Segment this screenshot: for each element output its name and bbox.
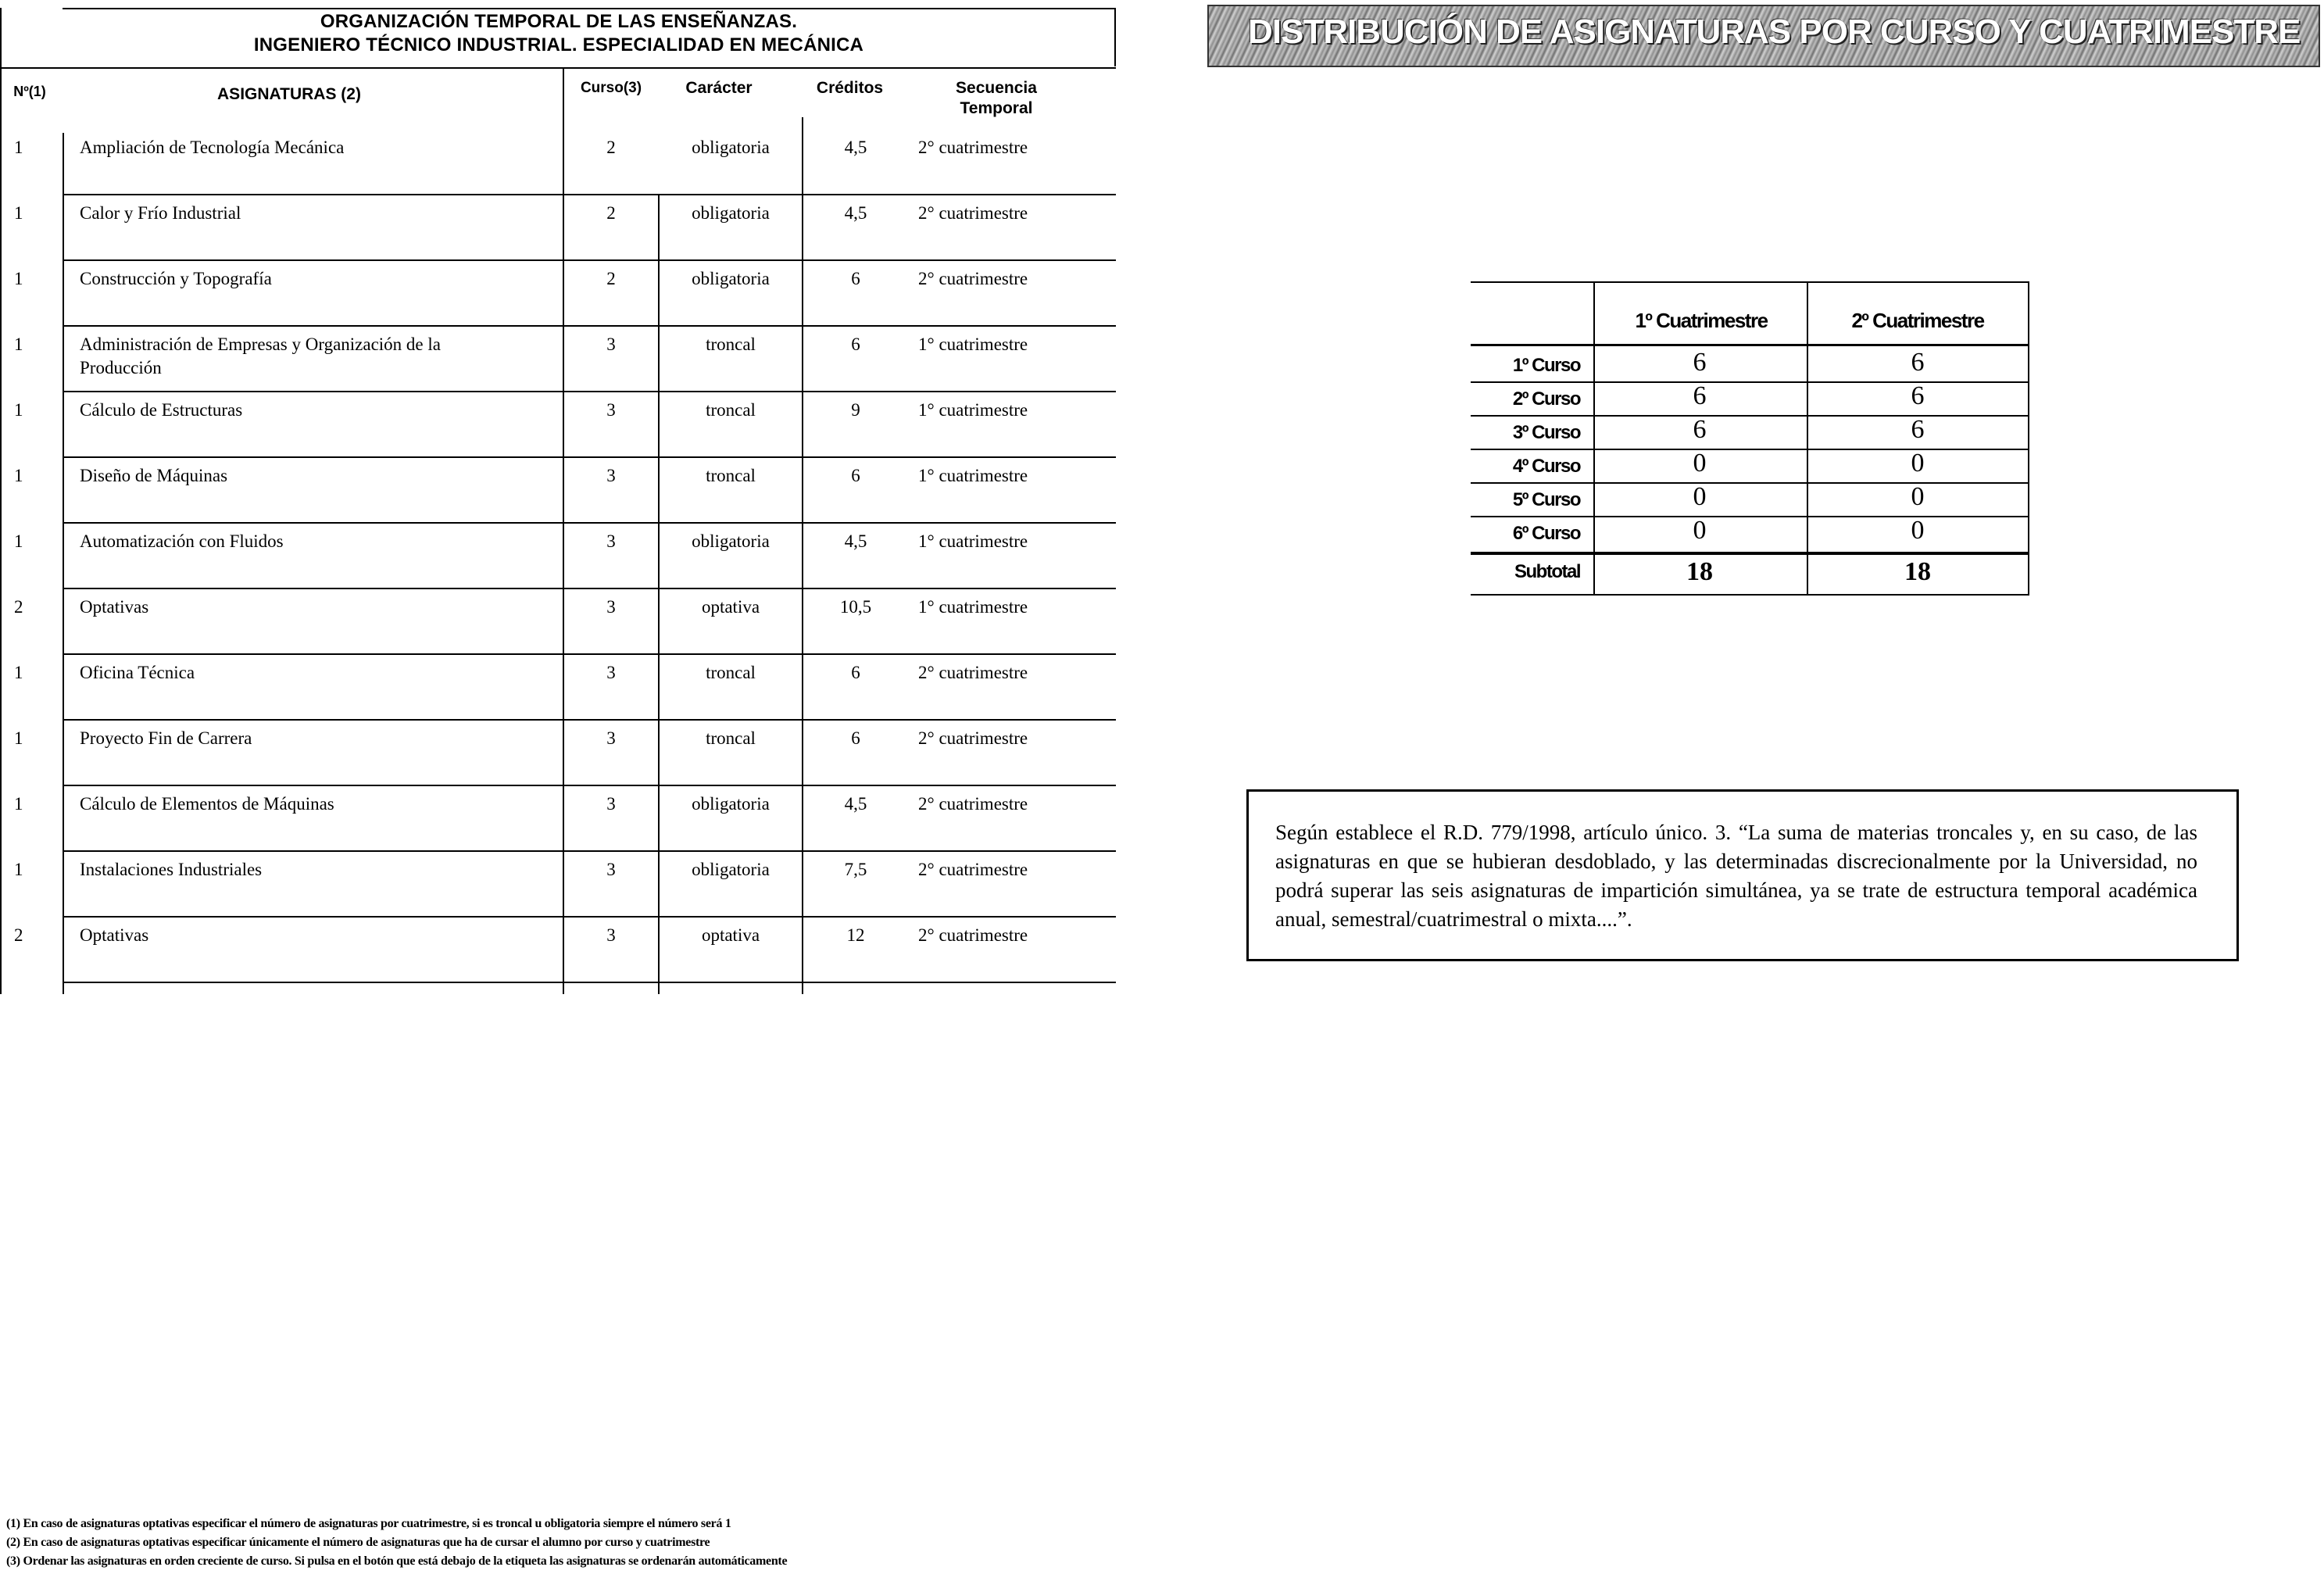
row-curso: 3 (606, 466, 616, 485)
row-creditos: 6 (851, 728, 860, 748)
row-num: 1 (14, 531, 23, 551)
row-secuencia: 2° cuatrimestre (918, 138, 1028, 157)
row-num: 1 (14, 269, 23, 288)
distribution-title: DISTRIBUCIÓN DE ASIGNATURAS POR CURSO Y CUATRIMESTRE (1248, 13, 2301, 51)
row-creditos: 4,5 (844, 138, 867, 157)
table-title-line-2: INGENIERO TÉCNICO INDUSTRIAL. ESPECIALIDAD EN MECÁNICA (253, 34, 864, 55)
sum-header-cuatrimestre-2: 2º Cuatrimestre (1851, 309, 1984, 332)
row-creditos: 7,5 (844, 860, 867, 879)
row-num: 1 (14, 203, 23, 223)
sum-row-label: 6º Curso (1512, 523, 1580, 544)
row-curso: 3 (606, 663, 616, 682)
row-caracter: troncal (706, 466, 756, 485)
row-creditos: 12 (846, 925, 865, 945)
row-curso: 3 (606, 400, 616, 420)
header-curso: Curso(3) (580, 80, 642, 96)
row-num: 1 (14, 663, 23, 682)
header-secuencia: Secuencia Temporal (956, 79, 1037, 117)
sum-value-c2: 6 (1911, 415, 1925, 444)
row-divider (64, 785, 1116, 786)
row-divider (64, 194, 1116, 195)
row-curso: 3 (606, 728, 616, 748)
row-subject-name: Ampliación de Tecnología Mecánica (80, 138, 345, 157)
sum-subtotal-label: Subtotal (1514, 561, 1580, 582)
sum-subtotal-c2: 18 (1904, 557, 1931, 586)
row-divider (64, 391, 1116, 392)
row-caracter: obligatoria (692, 531, 770, 551)
sum-value-c2: 0 (1911, 516, 1925, 545)
row-subject-name: Optativas (80, 597, 149, 617)
row-curso: 2 (606, 138, 616, 157)
row-divider (64, 259, 1116, 261)
row-creditos: 4,5 (844, 203, 867, 223)
row-subject-name: Administración de Empresas y Organización de la Producción (80, 334, 441, 377)
row-secuencia: 2° cuatrimestre (918, 663, 1028, 682)
row-subject-name: Automatización con Fluidos (80, 531, 284, 551)
row-num: 1 (14, 138, 23, 157)
organization-table (0, 0, 1117, 994)
row-creditos: 6 (851, 663, 860, 682)
header-num: Nº(1) (13, 84, 46, 99)
row-curso: 3 (606, 860, 616, 879)
row-curso: 3 (606, 794, 616, 814)
row-secuencia: 1° cuatrimestre (918, 531, 1028, 551)
row-subject-name: Instalaciones Industriales (80, 860, 263, 879)
sum-value-c2: 6 (1911, 348, 1925, 377)
row-creditos: 6 (851, 269, 860, 288)
row-caracter: troncal (706, 663, 756, 682)
row-caracter: troncal (706, 400, 756, 420)
row-creditos: 9 (851, 400, 860, 420)
sum-value-c2: 0 (1911, 449, 1925, 478)
row-num: 1 (14, 334, 23, 354)
sum-value-c1: 0 (1693, 449, 1707, 478)
row-caracter: obligatoria (692, 203, 770, 223)
sum-value-c2: 0 (1911, 482, 1925, 511)
row-divider (64, 456, 1116, 458)
row-num: 1 (14, 728, 23, 748)
row-creditos: 4,5 (844, 794, 867, 814)
row-secuencia: 1° cuatrimestre (918, 466, 1028, 485)
legal-note-box (1246, 789, 2239, 961)
row-curso: 3 (606, 925, 616, 945)
header-caracter: Carácter (685, 79, 753, 97)
row-divider (64, 982, 1116, 983)
sum-row-label: 3º Curso (1512, 422, 1580, 443)
row-num: 1 (14, 400, 23, 420)
footnote-1: (1) En caso de asignaturas optativas especificar el número de asignaturas por cuatrimestre, si es troncal u obligatoria siempre el número será 1 (6, 1517, 731, 1530)
sum-value-c1: 6 (1693, 415, 1707, 444)
row-divider (64, 653, 1116, 655)
row-creditos: 10,5 (839, 597, 872, 617)
row-divider (64, 850, 1116, 852)
sum-value-c2: 6 (1911, 381, 1925, 410)
row-divider (64, 719, 1116, 721)
row-subject-name: Construcción y Topografía (80, 269, 272, 288)
footnote-2: (2) En caso de asignaturas optativas especificar únicamente el número de asignaturas que ha de cursar el alumno por curso y cuatrimestre (6, 1536, 710, 1549)
row-curso: 3 (606, 531, 616, 551)
col-sep-num (63, 133, 64, 994)
row-caracter: troncal (706, 728, 756, 748)
row-secuencia: 2° cuatrimestre (918, 860, 1028, 879)
sum-value-c1: 6 (1693, 348, 1707, 377)
row-curso: 3 (606, 334, 616, 354)
table-border-right (1114, 8, 1116, 66)
sum-row-label: 2º Curso (1512, 388, 1580, 410)
sum-header-cuatrimestre-1: 1º Cuatrimestre (1635, 309, 1768, 332)
row-divider (64, 325, 1116, 327)
row-creditos: 6 (851, 334, 860, 354)
row-subject-name: Optativas (80, 925, 149, 945)
row-subject-name: Calor y Frío Industrial (80, 203, 241, 223)
sum-right-border (2028, 281, 2029, 596)
table-title-line-1: ORGANIZACIÓN TEMPORAL DE LAS ENSEÑANZAS. (320, 11, 798, 32)
row-subject-name: Cálculo de Elementos de Máquinas (80, 794, 334, 814)
row-divider (64, 916, 1116, 918)
row-secuencia: 1° cuatrimestre (918, 400, 1028, 420)
sum-top-border (1471, 281, 2029, 283)
row-caracter: obligatoria (692, 860, 770, 879)
footnote-3: (3) Ordenar las asignaturas en orden creciente de curso. Si pulsa en el botón que está debajo de la etiqueta las asignaturas se ordenarán automáticamente (6, 1554, 788, 1568)
row-divider (64, 588, 1116, 589)
sum-value-c1: 0 (1693, 482, 1707, 511)
row-subject-name: Proyecto Fin de Carrera (80, 728, 252, 748)
distribution-banner (1207, 5, 2320, 67)
sum-row-label: 5º Curso (1512, 489, 1580, 510)
sum-value-c1: 0 (1693, 516, 1707, 545)
row-subject-name: Oficina Técnica (80, 663, 195, 682)
footnotes (6, 1515, 1178, 1571)
row-caracter: obligatoria (692, 138, 770, 157)
row-subject-name: Cálculo de Estructuras (80, 400, 243, 420)
row-caracter: troncal (706, 334, 756, 354)
row-secuencia: 2° cuatrimestre (918, 728, 1028, 748)
row-divider (64, 522, 1116, 524)
row-secuencia: 2° cuatrimestre (918, 925, 1028, 945)
legal-note-text: Según establece el R.D. 779/1998, artículo único. 3. “La suma de materias troncales y, en su caso, de las asignaturas en que se hubieran desdoblado, y las determinadas discrecionalmente por la Universidad, no podrá superar las seis asignaturas de impartición simultánea, ya se trate de estructura temporal académica anual, semestral/cuatrimestral o mixta....”. (1275, 821, 2197, 931)
row-caracter: optativa (701, 925, 760, 945)
table-border-left (0, 8, 2, 994)
sum-col-sep-1 (1593, 281, 1595, 596)
row-num: 2 (14, 925, 23, 945)
row-secuencia: 1° cuatrimestre (918, 597, 1028, 617)
row-num: 1 (14, 466, 23, 485)
row-creditos: 4,5 (844, 531, 867, 551)
row-num: 1 (14, 860, 23, 879)
row-secuencia: 2° cuatrimestre (918, 794, 1028, 814)
row-creditos: 6 (851, 466, 860, 485)
row-secuencia: 2° cuatrimestre (918, 203, 1028, 223)
sum-value-c1: 6 (1693, 381, 1707, 410)
row-secuencia: 2° cuatrimestre (918, 269, 1028, 288)
sum-row-label: 4º Curso (1512, 456, 1580, 477)
col-sep-creditos (802, 117, 803, 994)
row-caracter: optativa (701, 597, 760, 617)
row-caracter: obligatoria (692, 269, 770, 288)
row-curso: 2 (606, 269, 616, 288)
row-secuencia: 1° cuatrimestre (918, 334, 1028, 354)
row-caracter: obligatoria (692, 794, 770, 814)
row-subject-name: Diseño de Máquinas (80, 466, 228, 485)
row-num: 1 (14, 794, 23, 814)
row-num: 2 (14, 597, 23, 617)
row-curso: 3 (606, 597, 616, 617)
header-asignaturas: ASIGNATURAS (2) (217, 85, 361, 103)
col-sep-caracter (658, 195, 660, 994)
sum-row-label: 1º Curso (1512, 355, 1580, 376)
distribution-summary-table (1471, 281, 2033, 598)
table-border-top (63, 8, 1116, 9)
sum-bottom-border (1471, 594, 2029, 596)
sum-subtotal-c1: 18 (1686, 557, 1713, 586)
row-curso: 2 (606, 203, 616, 223)
header-divider (0, 67, 1116, 69)
header-creditos: Créditos (816, 79, 884, 97)
